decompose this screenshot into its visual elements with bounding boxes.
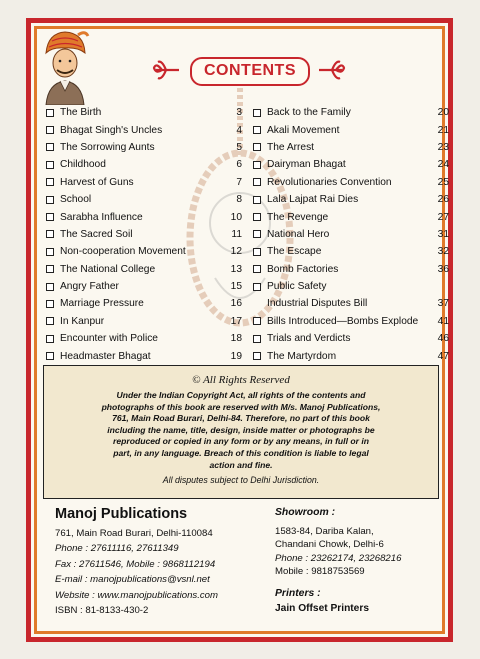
toc-entry <box>253 226 449 243</box>
toc-entry-title: Bills Introduced—Bombs Explode <box>267 315 419 327</box>
toc-entry-title: Lala Lajpat Rai Dies <box>267 194 359 206</box>
publisher-fax: Fax : 27611546, Mobile : 9868112194 <box>55 558 216 570</box>
toc-entry <box>46 121 242 138</box>
toc-entry-title: Back to the Family <box>267 107 351 119</box>
checkbox-bullet-icon <box>46 143 54 151</box>
toc-entry-page: 31 <box>437 228 449 240</box>
toc-entry-page: 11 <box>231 228 242 240</box>
flourish-right-icon <box>318 58 346 82</box>
toc-entry-page: 27 <box>437 211 449 223</box>
checkbox-bullet-icon <box>253 335 261 343</box>
toc-entry-page: 25 <box>437 176 449 188</box>
checkbox-bullet-icon <box>46 300 54 308</box>
checkbox-bullet-icon <box>46 126 54 134</box>
toc-entry-title: The Sacred Soil <box>60 228 133 240</box>
toc-entry <box>46 174 242 191</box>
toc-entry-title: National Hero <box>267 228 330 240</box>
toc-entry <box>253 261 449 278</box>
rights-body-line: Under the Indian Copyright Act, all rights of the contents and <box>116 390 366 400</box>
toc-entry-title: School <box>60 194 92 206</box>
toc-entry-title: Bhagat Singh's Uncles <box>60 124 163 136</box>
rights-body-line: reproduced or copied in any form or by any means, in full or in <box>113 436 369 447</box>
publisher-isbn: ISBN : 81-8133-430-2 <box>55 605 149 617</box>
rights-body-line: 761, Main Road Burari, Delhi-84. Therefore, no part of this book <box>112 413 370 424</box>
toc-entry-page: 24 <box>437 159 449 171</box>
toc-entry-page: 41 <box>437 315 449 327</box>
showroom-details <box>275 507 450 614</box>
rights-body-line: photographs of this book are reserved with M/s. Manoj Publications, <box>101 401 381 412</box>
toc-entry-page: 15 <box>230 281 242 293</box>
toc-entry-page: 7 <box>236 176 242 188</box>
toc-entry <box>253 347 449 364</box>
toc-entry-page: 13 <box>230 263 242 275</box>
publisher-website: Website : www.manojpublications.com <box>55 589 218 601</box>
toc-entry-title: Industrial Disputes Bill <box>267 298 368 310</box>
checkbox-bullet-icon <box>253 317 261 325</box>
toc-entry-title: Headmaster Bhagat <box>60 350 151 362</box>
checkbox-bullet-icon <box>253 196 261 204</box>
checkbox-bullet-icon <box>253 265 261 273</box>
toc-entry <box>46 156 242 173</box>
toc-entry-title: Harvest of Guns <box>60 176 134 188</box>
checkbox-bullet-icon <box>46 213 54 221</box>
toc-entry-page: 36 <box>437 263 449 275</box>
toc-entry-title: Angry Father <box>60 281 119 293</box>
checkbox-bullet-icon <box>253 213 261 221</box>
toc-entry-page: 6 <box>236 159 242 171</box>
toc-entry-page: 32 <box>437 246 449 258</box>
showroom-heading: Showroom : <box>275 507 336 518</box>
toc-entry-page: 12 <box>230 246 242 258</box>
toc-entry-title: The Martyrdom <box>267 350 337 362</box>
toc-entry <box>253 156 449 173</box>
toc-entry-page: 3 <box>236 107 242 119</box>
toc-entry-page: 16 <box>230 298 242 310</box>
toc-entry-title: In Kanpur <box>60 315 105 327</box>
toc-entry-title: Public Safety <box>267 281 327 293</box>
toc-entry-page: 37 <box>437 298 449 310</box>
checkbox-bullet-icon <box>46 230 54 238</box>
toc-entry-page: 17 <box>230 315 242 327</box>
toc-entry <box>46 347 242 364</box>
showroom-address-line1: 1583-84, Dariba Kalan, <box>275 526 374 537</box>
toc-entry-page: 23 <box>437 141 449 153</box>
toc-entry-title: Non-cooperation Movement <box>60 246 186 258</box>
rights-body-line: action and fine. <box>209 459 273 470</box>
checkbox-bullet-icon <box>253 126 261 134</box>
jurisdiction-text: All disputes subject to Delhi Jurisdiction. <box>162 475 320 486</box>
checkbox-bullet-icon <box>253 178 261 186</box>
toc-entry <box>46 191 242 208</box>
checkbox-bullet-icon <box>46 109 54 117</box>
checkbox-bullet-icon <box>46 352 54 360</box>
toc-entry-page: 20 <box>437 107 449 119</box>
rights-body-line: including the name, title, design, inside matter or photographs be <box>107 424 375 435</box>
toc-entry <box>46 139 242 156</box>
publisher-details <box>55 506 255 618</box>
checkbox-bullet-icon <box>253 161 261 169</box>
checkbox-bullet-icon <box>253 283 261 291</box>
portrait-illustration <box>38 27 92 105</box>
toc-entry-title: The Sorrowing Aunts <box>60 141 155 153</box>
checkbox-bullet-icon <box>46 283 54 291</box>
contents-title: CONTENTS <box>190 57 310 86</box>
toc-entry <box>253 278 449 295</box>
checkbox-bullet-icon <box>46 335 54 343</box>
toc-entry <box>46 330 242 347</box>
toc-entry <box>253 330 449 347</box>
checkbox-bullet-icon <box>46 265 54 273</box>
toc-entry <box>46 226 242 243</box>
toc-entry-title: The Revenge <box>267 211 329 223</box>
checkbox-bullet-icon <box>253 352 261 360</box>
toc-entry-title: The Arrest <box>267 141 314 153</box>
toc-entry <box>46 313 242 330</box>
showroom-mobile: Mobile : 9818753569 <box>275 566 365 578</box>
toc-entry <box>46 243 242 260</box>
toc-entry-page: 21 <box>437 124 449 136</box>
toc-entry <box>253 191 449 208</box>
rights-body-line: part, in any language. Breach of this condition is liable to legal <box>113 447 369 458</box>
toc-right-column <box>253 104 449 365</box>
toc-entry-title: Akali Movement <box>267 124 340 136</box>
toc-entry-title: Sarabha Influence <box>60 211 143 223</box>
publisher-email: E-mail : manojpublications@vsnl.net <box>55 574 210 586</box>
checkbox-bullet-icon <box>253 230 261 238</box>
printers-name: Jain Offset Printers <box>275 602 369 614</box>
checkbox-bullet-icon <box>46 248 54 256</box>
toc-entry-title: The Birth <box>60 107 102 119</box>
toc-entry-title: Dairyman Bhagat <box>267 159 346 171</box>
toc-entry <box>46 278 242 295</box>
toc-entry-page: 8 <box>236 194 242 206</box>
toc-entry-page: 5 <box>236 141 242 153</box>
toc-entry <box>46 295 242 312</box>
toc-entry-title: Revolutionaries Convention <box>267 176 392 188</box>
toc-entry <box>253 121 449 138</box>
checkbox-bullet-icon <box>46 178 54 186</box>
rights-reserved-box <box>43 365 439 499</box>
toc-entry <box>253 243 449 260</box>
rights-heading: © All Rights Reserved <box>192 374 290 386</box>
toc-entry-page: 46 <box>437 333 449 345</box>
checkbox-bullet-icon <box>46 196 54 204</box>
showroom-address-line2: Chandani Chowk, Delhi-6 <box>275 539 384 551</box>
checkbox-bullet-icon <box>253 109 261 117</box>
toc-entry <box>46 104 242 121</box>
publisher-name: Manoj Publications <box>55 506 188 522</box>
toc-left-column <box>46 104 242 365</box>
toc-entry-title: The National College <box>60 263 156 275</box>
toc-entry <box>253 295 449 312</box>
rights-body-text <box>44 386 438 471</box>
toc-entry <box>253 208 449 225</box>
toc-entry-title: Bomb Factories <box>267 263 339 275</box>
toc-entry-page: 19 <box>230 350 242 362</box>
toc-entry-title: The Escape <box>267 246 322 258</box>
toc-entry-page: 18 <box>230 333 242 345</box>
checkbox-bullet-icon <box>253 248 261 256</box>
showroom-phone: Phone : 23262174, 23268216 <box>275 552 402 564</box>
checkbox-bullet-icon <box>253 143 261 151</box>
toc-entry-page: 10 <box>230 211 242 223</box>
toc-entry <box>46 261 242 278</box>
toc-entry-page: 26 <box>437 194 449 206</box>
toc-entry-page: 47 <box>437 350 449 362</box>
toc-entry <box>253 313 449 330</box>
toc-entry <box>253 104 449 121</box>
publisher-phone: Phone : 27611116, 27611349 <box>55 543 179 555</box>
checkbox-bullet-icon <box>46 317 54 325</box>
toc-entry <box>253 174 449 191</box>
checkbox-bullet-icon <box>46 161 54 169</box>
toc-entry-title: Marriage Pressure <box>60 298 144 310</box>
toc-entry-title: Encounter with Police <box>60 333 158 345</box>
publisher-address: 761, Main Road Burari, Delhi-110084 <box>55 528 213 539</box>
checkbox-bullet-icon <box>253 300 261 308</box>
toc-entry-title: Childhood <box>60 159 106 171</box>
toc-entry-page: 4 <box>236 124 242 136</box>
toc-entry <box>46 208 242 225</box>
toc-entry <box>253 139 449 156</box>
toc-entry-title: Trials and Verdicts <box>267 333 351 345</box>
printers-heading: Printers : <box>275 587 321 599</box>
